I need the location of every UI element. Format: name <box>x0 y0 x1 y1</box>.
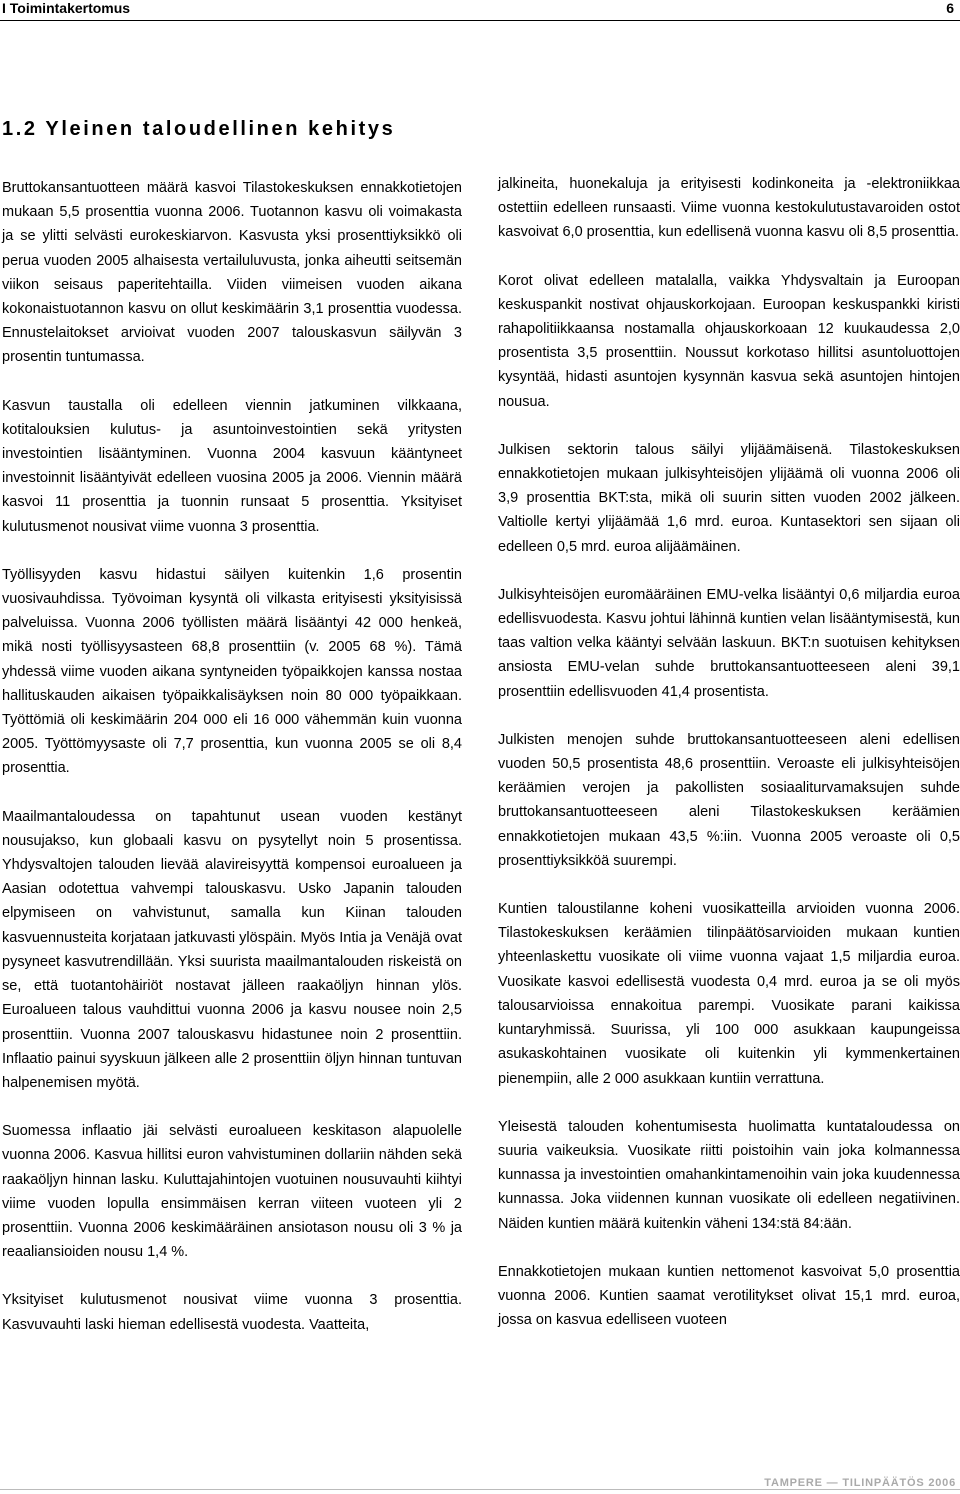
section-title: I Toimintakertomus <box>2 0 131 16</box>
page-footer: TAMPERE — TILINPÄÄTÖS 2006 <box>764 1477 956 1489</box>
paragraph: Yleisestä talouden kohentumisesta huolimatta kuntataloudessa on suuria vaikeuksia. Vuosikate riitti poistoihin vain joka kolmannessa kunnassa ja investointien omahankintamenoihin vain joka kuudennessa kunnassa. Joka viidennen kunnan vuosikate oli edelleen negatiivinen. Näiden kuntien määrä kuitenkin väheni 134:stä 84:ään. <box>498 1118 960 1232</box>
paragraph: Suomessa inflaatio jäi selvästi euroalueen keskitason alapuolelle vuonna 2006. Kasvua hillitsi euron vahvistuminen dollariin nähden sekä raakaöljyn hinnan lasku. Kuluttajahintojen vuotuinen nousuvauhti kiihtyi viime vuoden lopulla ensimmäisen kerran viiteen vuoteen yli 2 prosenttiin. Vuonna 2006 keskimääräinen ansiotason nousu oli 3 % ja reaaliansioiden nousu 1,4 %. <box>2 1123 462 1261</box>
paragraph: Kuntien taloustilanne koheni vuosikatteilla arvioiden vuonna 2006. Tilastokeskuksen keräämien tilinpäätösarvioiden mukaan kuntien yhteenlaskettu vuosikate oli viime vuonna vajaat 1,5 miljardia euroa. Vuosikate kasvoi edellisestä vuodesta 0,4 mrd. euroa ja se oli myös talousarvioissa ennakoitua parempi. Vuosikate parani kaikissa kuntaryhmissä. Suurissa, yli 100 000 asukkaan kaupungeissa asukaskohtainen vuosikate oli kuitenkin yli kymmenkertainen pienempiin, alle 2 000 asukkaan kuntiin verrattuna. <box>498 901 960 1087</box>
paragraph: Ennakkotietojen mukaan kuntien nettomenot kasvoivat 5,0 prosenttia vuonna 2006. Kuntien saamat verotilitykset olivat 15,1 mrd. euroa, jossa on kasvua edelliseen vuoteen <box>498 1263 960 1329</box>
paragraph: Julkisten menojen suhde bruttokansantuotteeseen aleni edellisen vuoden 50,5 prosentista 48,6 prosenttiin. Veroaste eli julkisyhteisöjen keräämien verojen ja pakollisten sosiaaliturvamaksujen suhde bruttokansantuotteeseen aleni Tilastokeskuksen keräämien ennakkotietojen mukaan 43,5 %:iin. Vuonna 2005 veroaste oli 0,5 prosenttiyksikköä suurempi. <box>498 731 960 869</box>
footer-divider <box>0 1489 960 1490</box>
left-column <box>2 176 462 1361</box>
paragraph: Bruttokansantuotteen määrä kasvoi Tilastokeskuksen ennakkotietojen mukaan 5,5 prosenttia vuonna 2006. Tuotannon kasvu oli voimakasta ja se ylitti selvästi eurokeskiarvon. Kasvusta yksi prosenttiyksikkö oli perua vuoden 2005 alhaisesta vertailuluvusta, jonka aiheutti seitsemän viikon seisaus paperitehtailla. Viiden viimeisen vuoden aikana kokonaistuotannon kasvu on ollut keskimäärin 3,1 prosenttia vuodessa. Ennustelaitokset arvioivat vuoden 2007 talouskasvun säilyvän 3 prosentin tuntumassa. <box>2 180 462 366</box>
paragraph: Korot olivat edelleen matalalla, vaikka Yhdysvaltain ja Euroopan keskuspankit nostivat ohjauskorkojaan. Euroopan keskuspankki kiristi rahapolitiikkaansa nostamalla ohjauskorkoaan 12 kuukaudessa 2,0 prosentista 3,5 prosenttiin. Noussut korkotaso hillitsi asuntoluottojen kysyntää, hidasti asuntojen kysynnän kasvua sekä asuntojen hintojen nousua. <box>498 272 960 410</box>
page-number: 6 <box>946 0 954 16</box>
right-column <box>498 172 960 1356</box>
page-header <box>0 0 960 22</box>
paragraph: Julkisen sektorin talous säilyi ylijäämäisenä. Tilastokeskuksen ennakkotietojen mukaan julkisyhteisöjen ylijäämä oli vuonna 2006 oli 3,9 prosenttia BKT:sta, mikä oli suurin sitten vuoden 2002 jälkeen. Valtiolle kertyi ylijäämää 1,6 mrd. euroa. Kuntasektori sen sijaan oli edelleen 0,5 mrd. euroa alijäämäinen. <box>498 441 960 555</box>
chapter-heading: 1.2 Yleinen taloudellinen kehitys <box>2 118 396 140</box>
paragraph: Maailmantaloudessa on tapahtunut usean vuoden kestänyt nousujakso, kun globaali kasvu on pysytellyt noin 5 prosentissa. Yhdysvaltojen talouden lievää alavireisyyttä kompensoi euroalueen ja Aasian odotettua vahvempi talouskasvu. Usko Japanin talouden elpymiseen on vahvistunut, samalla kun Kiinan talouden kasvuennusteita korjataan jatkuvasti ylöspäin. Myös Intia ja Venäjä ovat pysyneet kasvutrendillään. Yksi suurista maailmantalouden riskeistä on se, että tuotantohäiriöt nostavat jälleen raakaöljyn hinnan ylös. Euroalueen talous vauhdittui vuonna 2006 ja kasvu nousee noin 2,5 prosenttiin. Vuonna 2007 talouskasvu hidastunee noin 2 prosenttiin. Inflaatio painui syyskuun jälkeen alle 2 prosenttiin öljyn hinnan tuntuvan halpenemisen myötä. <box>2 808 462 1091</box>
paragraph: Työllisyyden kasvu hidastui säilyen kuitenkin 1,6 prosentin vuosivauhdissa. Työvoiman kysyntä oli vilkasta erityisesti yksityisissä palveluissa. Vuonna 2006 työllisten määrä lisääntyi 42 000 henkeä, mikä nosti työllisyysasteen 68,8 prosenttiin (v. 2005 68 %). Tämä yhdessä viime vuoden aikana syntyneiden työpaikkojen kanssa nostaa hallituskauden aikaisen työpaikkalisäyksen noin 80 000 työpaikkaan. Työttömiä oli keskimäärin 204 000 eli 16 000 vähemmän kuin vuonna 2005. Työttömyysaste oli 7,7 prosenttia, kun vuonna 2005 se oli 8,4 prosenttia. <box>2 566 462 777</box>
paragraph: Kasvun taustalla oli edelleen viennin jatkuminen vilkkaana, kotitalouksien kulutus- ja asuntoinvestointien sekä yritysten investointien lisääntyminen. Vuonna 2004 kasvuun kääntyneet investoinnit lisääntyivät edelleen vuosina 2005 ja 2006. Viennin määrä kasvoi 11 prosenttia ja tuonnin runsaat 5 prosenttia. Yksityiset kulutusmenot nousivat viime vuonna 3 prosenttia. <box>2 397 462 535</box>
paragraph: Julkisyhteisöjen euromääräinen EMU-velka lisääntyi 0,6 miljardia euroa edellisvuodesta. Kasvu johtui lähinnä kuntien velan lisääntymisestä, kun taas valtion velka kääntyi selvään laskuun. BKT:n suotuisen kehityksen ansiosta EMU-velan suhde bruttokansantuotteeseen aleni 39,1 prosenttiin edellisvuoden 41,4 prosentista. <box>498 586 960 700</box>
paragraph: jalkineita, huonekaluja ja erityisesti kodinkoneita ja -elektroniikkaa ostettiin edelleen runsaasti. Viime vuonna kestokulutustavaroiden ostot kasvoivat 6,0 prosenttia, kun edellisenä vuonna kasvu oli 8,5 prosenttia. <box>498 176 960 241</box>
paragraph: Yksityiset kulutusmenot nousivat viime vuonna 3 prosenttia. Kasvuvauhti laski hieman edellisestä vuodesta. Vaatteita, <box>2 1292 462 1333</box>
header-divider <box>0 20 960 21</box>
